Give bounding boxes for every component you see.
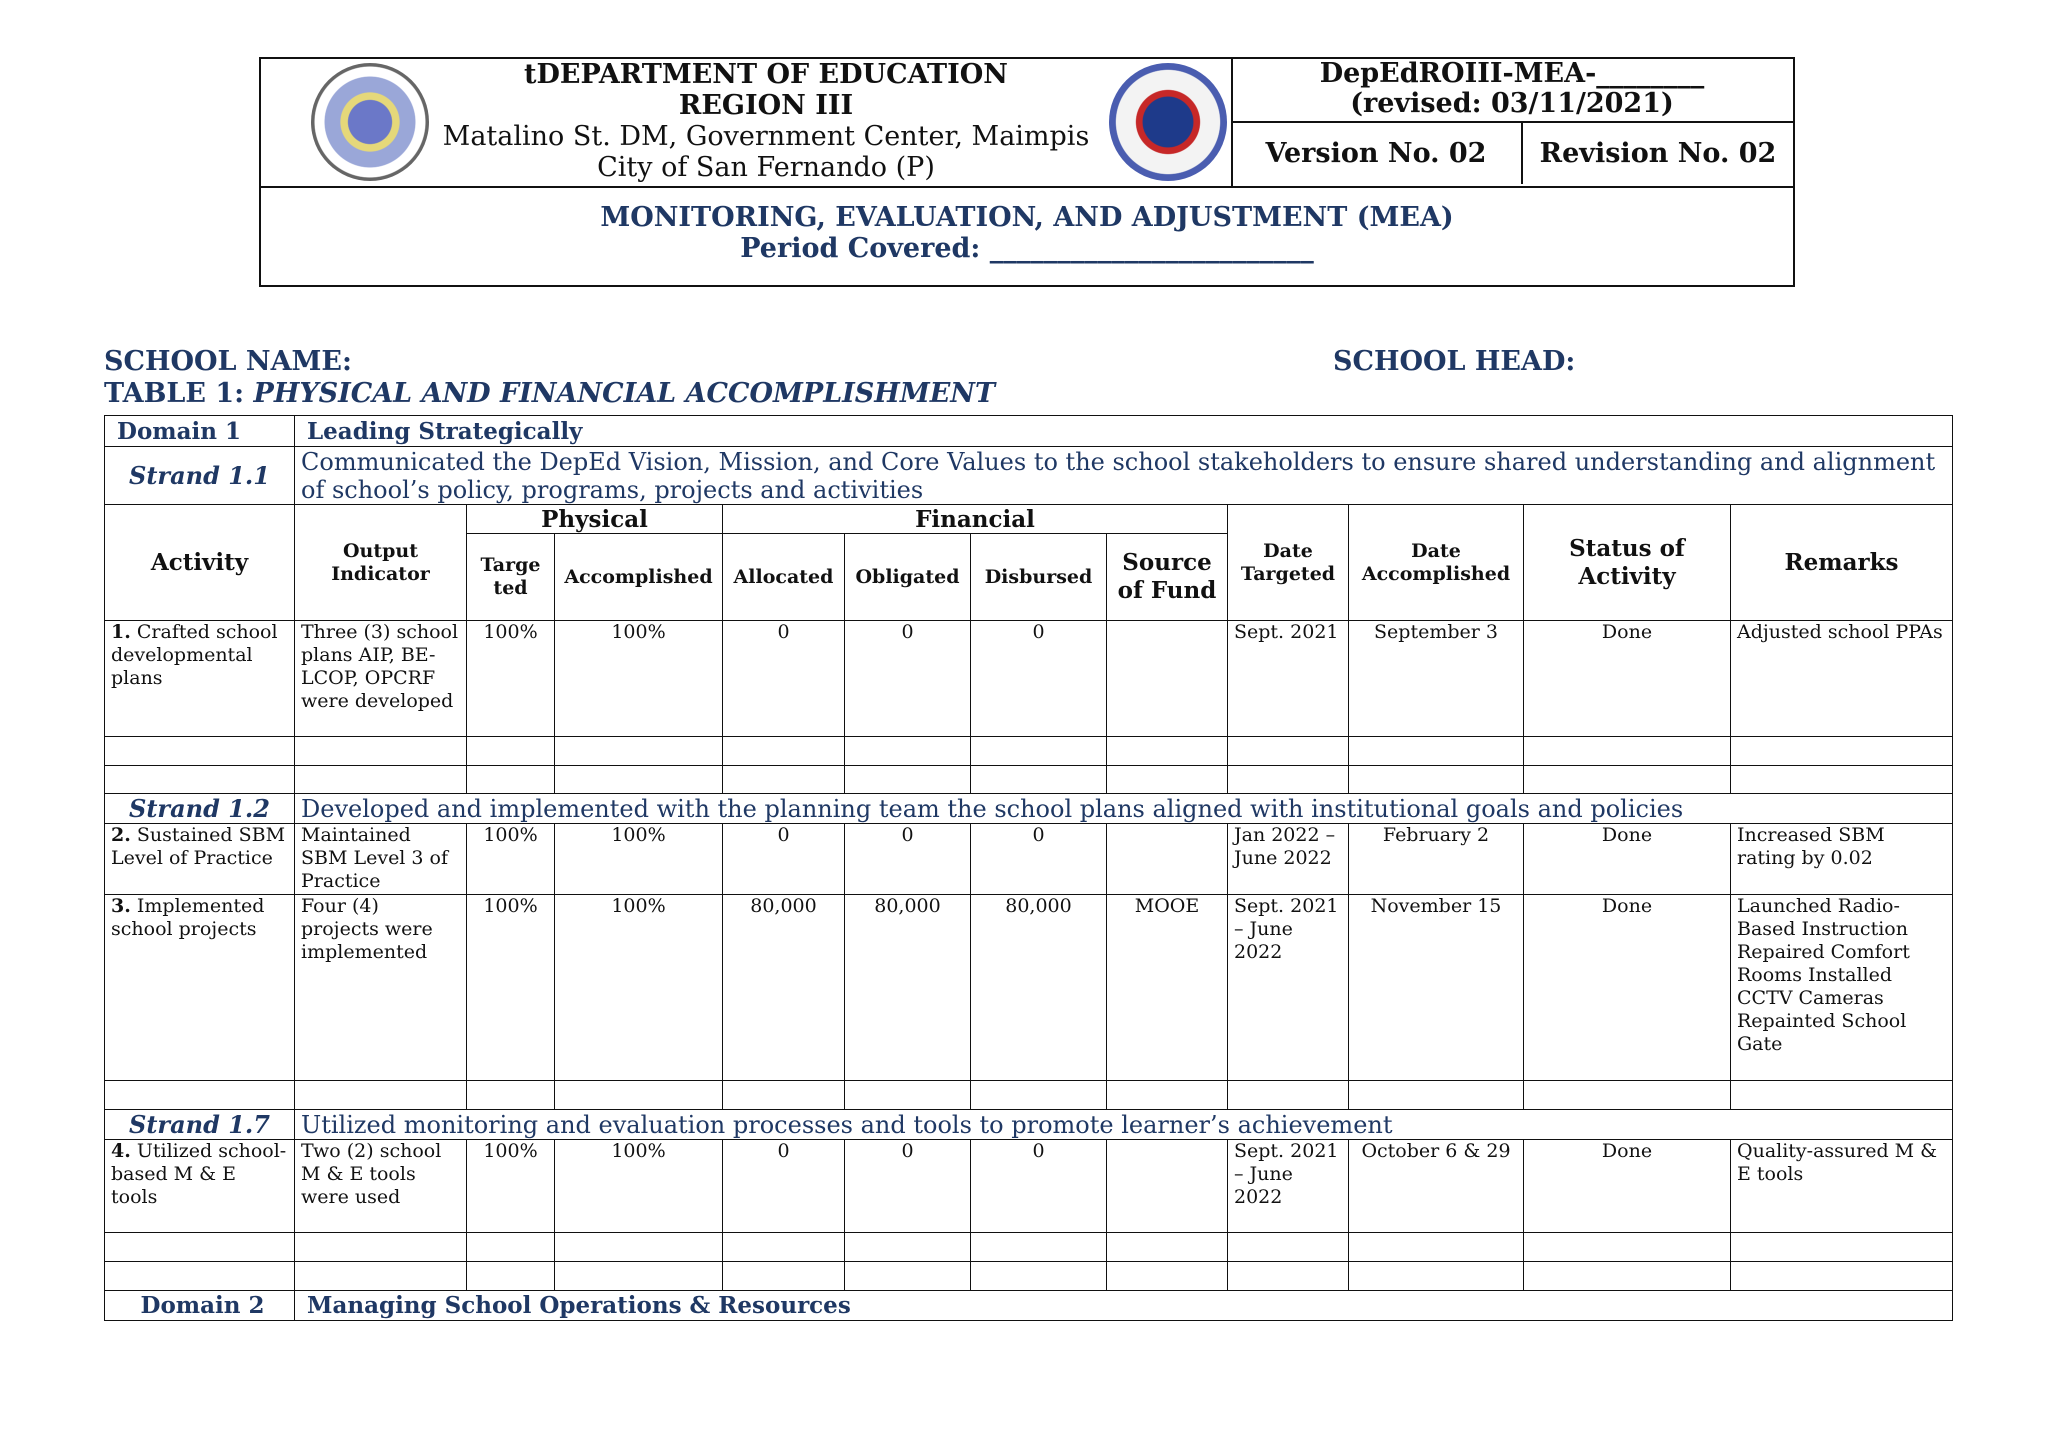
col-remarks: Remarks bbox=[1731, 505, 1953, 621]
targeted-cell: 100% bbox=[467, 1140, 555, 1233]
col-source-of-fund: Source of Fund bbox=[1107, 534, 1228, 621]
indicator-cell: Three (3) school plans AIP, BE-LCOP, OPCRF were developed bbox=[295, 621, 467, 737]
revision-number: Revision No. 02 bbox=[1539, 138, 1777, 169]
accomplished-cell: 100% bbox=[555, 895, 723, 1081]
col-activity: Activity bbox=[105, 505, 295, 621]
strand12-row bbox=[105, 794, 1953, 824]
header-row-1 bbox=[105, 505, 1953, 534]
date-accomplished-cell: November 15 bbox=[1349, 895, 1524, 1081]
address-line-2: City of San Fernando (P) bbox=[597, 152, 935, 183]
col-status: Status of Activity bbox=[1524, 505, 1731, 621]
obligated-cell: 0 bbox=[845, 621, 971, 737]
date-accomplished-cell: October 6 & 29 bbox=[1349, 1140, 1524, 1233]
col-date-targeted: Date Targeted bbox=[1228, 505, 1349, 621]
source-cell bbox=[1107, 824, 1228, 895]
activity-text: Sustained SBM Level of Practice bbox=[111, 824, 286, 869]
remarks-cell: Launched Radio-Based Instruction Repaired Comfort Rooms Installed CCTV Cameras Repainted School Gate bbox=[1731, 895, 1953, 1081]
version-number: Version No. 02 bbox=[1231, 123, 1523, 184]
table-title-prefix: TABLE 1: bbox=[104, 378, 254, 409]
col-obligated: Obligated bbox=[845, 534, 971, 621]
col-financial: Financial bbox=[723, 505, 1228, 534]
col-allocated: Allocated bbox=[723, 534, 845, 621]
period-covered: Period Covered: ________________________ bbox=[740, 233, 1314, 264]
region-name: REGION III bbox=[678, 90, 854, 121]
strand11-text: Communicated the DepEd Vision, Mission, and Core Values to the school stakeholders to ensure shared understanding and alignment of school’s policy, programs, projects and activities bbox=[295, 447, 1953, 505]
obligated-cell: 0 bbox=[845, 824, 971, 895]
domain2-row bbox=[105, 1291, 1953, 1321]
deped-seal-icon bbox=[1109, 63, 1227, 181]
department-block bbox=[426, 59, 1106, 183]
targeted-cell: 100% bbox=[467, 824, 555, 895]
date-accomplished-cell: September 3 bbox=[1349, 621, 1524, 737]
disbursed-cell: 0 bbox=[971, 824, 1107, 895]
accomplished-cell: 100% bbox=[555, 824, 723, 895]
activity-cell bbox=[105, 1140, 295, 1233]
header-left bbox=[261, 59, 1233, 186]
form-title: MONITORING, EVALUATION, AND ADJUSTMENT (MEA) bbox=[600, 202, 1454, 233]
indicator-cell: Four (4) projects were implemented bbox=[295, 895, 467, 1081]
domain1-row bbox=[105, 416, 1953, 447]
targeted-cell: 100% bbox=[467, 621, 555, 737]
department-name: tDEPARTMENT OF EDUCATION bbox=[524, 59, 1008, 90]
document-header bbox=[259, 57, 1795, 287]
disbursed-cell: 0 bbox=[971, 1140, 1107, 1233]
source-cell bbox=[1107, 1140, 1228, 1233]
strand12-text: Developed and implemented with the planning team the school plans aligned with institutional goals and policies bbox=[295, 794, 1953, 824]
col-accomplished: Accomplished bbox=[555, 534, 723, 621]
form-code-box bbox=[1231, 59, 1793, 123]
allocated-cell: 0 bbox=[723, 621, 845, 737]
activity-number: 4. bbox=[111, 1140, 131, 1162]
table-title bbox=[104, 378, 995, 409]
table-title-text: PHYSICAL AND FINANCIAL ACCOMPLISHMENT bbox=[253, 378, 996, 409]
status-cell: Done bbox=[1524, 824, 1731, 895]
col-output-indicator: Output Indicator bbox=[295, 505, 467, 621]
school-name-label: SCHOOL NAME: bbox=[104, 346, 352, 377]
activity-number: 3. bbox=[111, 895, 131, 917]
empty-row bbox=[105, 1262, 1953, 1291]
form-code: DepEdROIII-MEA-________ bbox=[1319, 58, 1705, 89]
date-targeted-cell: Sept. 2021 – June 2022 bbox=[1228, 1140, 1349, 1233]
table-row bbox=[105, 895, 1953, 1081]
form-title-box bbox=[261, 186, 1793, 287]
col-disbursed: Disbursed bbox=[971, 534, 1107, 621]
indicator-cell: Two (2) school M & E tools were used bbox=[295, 1140, 467, 1233]
empty-row bbox=[105, 766, 1953, 794]
activity-cell bbox=[105, 621, 295, 737]
obligated-cell: 80,000 bbox=[845, 895, 971, 1081]
source-cell: MOOE bbox=[1107, 895, 1228, 1081]
status-cell: Done bbox=[1524, 621, 1731, 737]
status-cell: Done bbox=[1524, 1140, 1731, 1233]
strand17-label: Strand 1.7 bbox=[105, 1110, 295, 1140]
col-targeted: Targe ted bbox=[467, 534, 555, 621]
activity-number: 2. bbox=[111, 824, 131, 846]
status-cell: Done bbox=[1524, 895, 1731, 1081]
date-accomplished-cell: February 2 bbox=[1349, 824, 1524, 895]
table-row bbox=[105, 1140, 1953, 1233]
remarks-cell: Adjusted school PPAs bbox=[1731, 621, 1953, 737]
empty-row bbox=[105, 737, 1953, 766]
empty-row bbox=[105, 1233, 1953, 1262]
remarks-cell: Increased SBM rating by 0.02 bbox=[1731, 824, 1953, 895]
school-head-label: SCHOOL HEAD: bbox=[1333, 346, 1576, 377]
domain1-label: Domain 1 bbox=[105, 416, 295, 447]
activity-number: 1. bbox=[111, 621, 131, 643]
allocated-cell: 80,000 bbox=[723, 895, 845, 1081]
header-right bbox=[1231, 59, 1793, 186]
strand17-row bbox=[105, 1110, 1953, 1140]
address-line-1: Matalino St. DM, Government Center, Maimpis bbox=[442, 121, 1090, 152]
remarks-cell: Quality-assured M & E tools bbox=[1731, 1140, 1953, 1233]
indicator-cell: Maintained SBM Level 3 of Practice bbox=[295, 824, 467, 895]
col-date-accomplished: Date Accomplished bbox=[1349, 505, 1524, 621]
activity-cell bbox=[105, 824, 295, 895]
domain2-title: Managing School Operations & Resources bbox=[295, 1291, 1953, 1321]
republic-seal-icon bbox=[311, 63, 429, 181]
source-cell bbox=[1107, 621, 1228, 737]
strand11-row bbox=[105, 447, 1953, 505]
accomplishment-table bbox=[104, 415, 1953, 1321]
strand12-label: Strand 1.2 bbox=[105, 794, 295, 824]
date-targeted-cell: Jan 2022 – June 2022 bbox=[1228, 824, 1349, 895]
accomplished-cell: 100% bbox=[555, 1140, 723, 1233]
activity-text: Utilized school-based M & E tools bbox=[111, 1140, 287, 1208]
col-physical: Physical bbox=[467, 505, 723, 534]
domain2-label: Domain 2 bbox=[105, 1291, 295, 1321]
date-targeted-cell: Sept. 2021 bbox=[1228, 621, 1349, 737]
activity-cell bbox=[105, 895, 295, 1081]
targeted-cell: 100% bbox=[467, 895, 555, 1081]
table-row bbox=[105, 824, 1953, 895]
activity-text: Implemented school projects bbox=[111, 895, 265, 940]
date-targeted-cell: Sept. 2021 – June 2022 bbox=[1228, 895, 1349, 1081]
disbursed-cell: 0 bbox=[971, 621, 1107, 737]
obligated-cell: 0 bbox=[845, 1140, 971, 1233]
revised-date: (revised: 03/11/2021) bbox=[1350, 88, 1674, 119]
activity-text: Crafted school developmental plans bbox=[111, 621, 278, 689]
disbursed-cell: 80,000 bbox=[971, 895, 1107, 1081]
domain1-title: Leading Strategically bbox=[295, 416, 1953, 447]
strand17-text: Utilized monitoring and evaluation processes and tools to promote learner’s achievement bbox=[295, 1110, 1953, 1140]
table-row bbox=[105, 621, 1953, 737]
allocated-cell: 0 bbox=[723, 1140, 845, 1233]
strand11-label: Strand 1.1 bbox=[105, 447, 295, 505]
accomplished-cell: 100% bbox=[555, 621, 723, 737]
empty-row bbox=[105, 1081, 1953, 1110]
allocated-cell: 0 bbox=[723, 824, 845, 895]
